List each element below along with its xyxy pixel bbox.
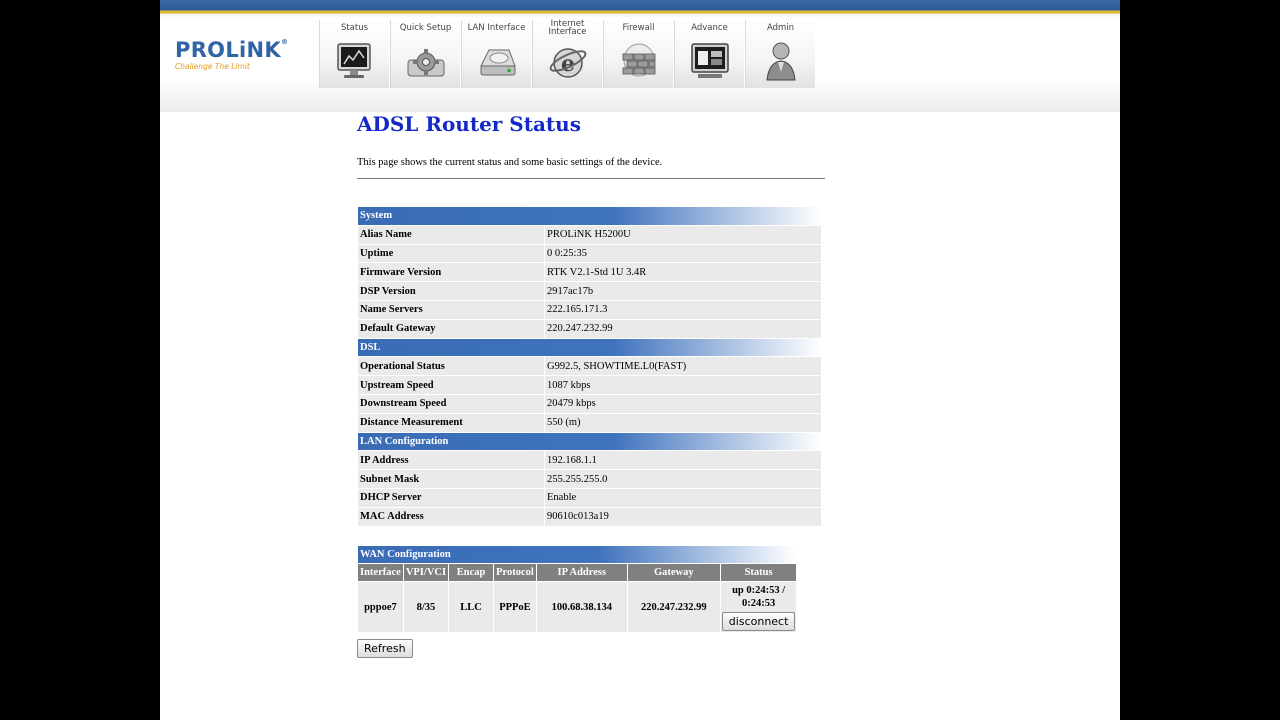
row-value: 20479 kbps (545, 395, 821, 413)
svg-text:e: e (561, 51, 575, 77)
row-value: RTK V2.1-Std 1U 3.4R (545, 263, 821, 281)
control-panel-icon (690, 38, 730, 82)
nav-label: Status (340, 23, 369, 33)
nav-label: Firewall (622, 23, 655, 33)
column-header-protocol: Protocol (494, 564, 536, 581)
page-title: ADSL Router Status (357, 112, 581, 136)
column-header-encap: Encap (449, 564, 493, 581)
nav-tab-internet-interface[interactable] (532, 20, 602, 88)
row-value: PROLiNK H5200U (545, 226, 821, 244)
row-value: G992.5, SHOWTIME.L0(FAST) (545, 357, 821, 375)
nav-label: Admin (766, 23, 795, 33)
nav-tab-lan-interface[interactable] (461, 20, 531, 88)
table-row (358, 320, 821, 338)
row-label: Firmware Version (358, 263, 544, 281)
header (160, 18, 1120, 112)
row-label: Downstream Speed (358, 395, 544, 413)
row-label: Uptime (358, 245, 544, 263)
row-value: 2917ac17b (545, 282, 821, 300)
internet-explorer-icon (548, 38, 588, 82)
nav-tab-admin[interactable] (745, 20, 815, 88)
column-header-interface: Interface (358, 564, 403, 581)
table-row (358, 357, 821, 375)
section-header-wan: WAN Configuration (358, 546, 796, 563)
top-stripe (160, 0, 1120, 18)
row-label: Operational Status (358, 357, 544, 375)
row-value: 222.165.171.3 (545, 301, 821, 319)
user-icon (761, 38, 801, 82)
wan-status-line2: 0:24:53 (741, 597, 776, 609)
disconnect-button[interactable]: disconnect (722, 612, 796, 631)
divider (357, 178, 825, 179)
wan-vpi-vci: 8/35 (404, 582, 448, 632)
table-row (358, 582, 796, 632)
wan-gateway: 220.247.232.99 (628, 582, 720, 632)
section-header-lan: LAN Configuration (358, 433, 821, 451)
hard-drive-icon (477, 38, 517, 82)
table-row (358, 451, 821, 469)
table-row (358, 263, 821, 281)
nav-tab-quick-setup[interactable] (390, 20, 460, 88)
row-value: 192.168.1.1 (545, 451, 821, 469)
logo-tagline: Challenge The Limit (175, 62, 250, 71)
gear-icon (406, 38, 446, 82)
column-header-vpi-vci: VPI/VCI (404, 564, 448, 581)
nav-tab-status[interactable] (319, 20, 389, 88)
row-label: IP Address (358, 451, 544, 469)
row-value: 1087 kbps (545, 376, 821, 394)
table-row (358, 282, 821, 300)
table-row (358, 489, 821, 507)
row-value: 90610c013a19 (545, 508, 821, 526)
table-row (358, 301, 821, 319)
wan-table (357, 545, 797, 633)
row-value: 255.255.255.0 (545, 470, 821, 488)
column-header-ip-address: IP Address (537, 564, 627, 581)
table-row (358, 395, 821, 413)
status-table (357, 206, 822, 527)
column-header-status: Status (721, 564, 797, 581)
column-header-gateway: Gateway (628, 564, 720, 581)
nav-label: Internet Interface (548, 19, 587, 37)
row-value: Enable (545, 489, 821, 507)
wan-encap: LLC (449, 582, 493, 632)
table-row (358, 470, 821, 488)
nav-label: LAN Interface (467, 23, 526, 33)
row-label: Distance Measurement (358, 414, 544, 432)
wan-status-cell (721, 582, 797, 632)
brick-wall-icon (619, 38, 659, 82)
row-label: Alias Name (358, 226, 544, 244)
section-header-dsl: DSL (358, 339, 821, 357)
prolink-logo (175, 38, 315, 71)
row-value: 220.247.232.99 (545, 320, 821, 338)
table-row (358, 508, 821, 526)
row-value: 550 (m) (545, 414, 821, 432)
row-label: Upstream Speed (358, 376, 544, 394)
wan-ip-address: 100.68.38.134 (537, 582, 627, 632)
nav-tab-firewall[interactable] (603, 20, 673, 88)
row-label: MAC Address (358, 508, 544, 526)
row-label: DSP Version (358, 282, 544, 300)
nav-tab-advance[interactable] (674, 20, 744, 88)
row-label: Default Gateway (358, 320, 544, 338)
monitor-icon (335, 38, 375, 82)
page-description: This page shows the current status and some basic settings of the device. (357, 157, 663, 168)
wan-interface: pppoe7 (358, 582, 403, 632)
logo-registered-mark: ® (280, 38, 289, 46)
section-header-system: System (358, 207, 821, 225)
logo-name: PROLiNK (175, 38, 281, 62)
table-row (358, 226, 821, 244)
nav-label: Quick Setup (399, 23, 452, 33)
main-nav (319, 20, 816, 88)
nav-label: Advance (691, 23, 728, 33)
refresh-button[interactable]: Refresh (357, 639, 413, 658)
row-value: 0 0:25:35 (545, 245, 821, 263)
row-label: Name Servers (358, 301, 544, 319)
table-row (358, 376, 821, 394)
row-label: Subnet Mask (358, 470, 544, 488)
wan-protocol: PPPoE (494, 582, 536, 632)
table-row (358, 245, 821, 263)
router-page (160, 0, 1120, 720)
row-label: DHCP Server (358, 489, 544, 507)
wan-status-line1: up 0:24:53 / (732, 584, 786, 596)
table-row (358, 414, 821, 432)
